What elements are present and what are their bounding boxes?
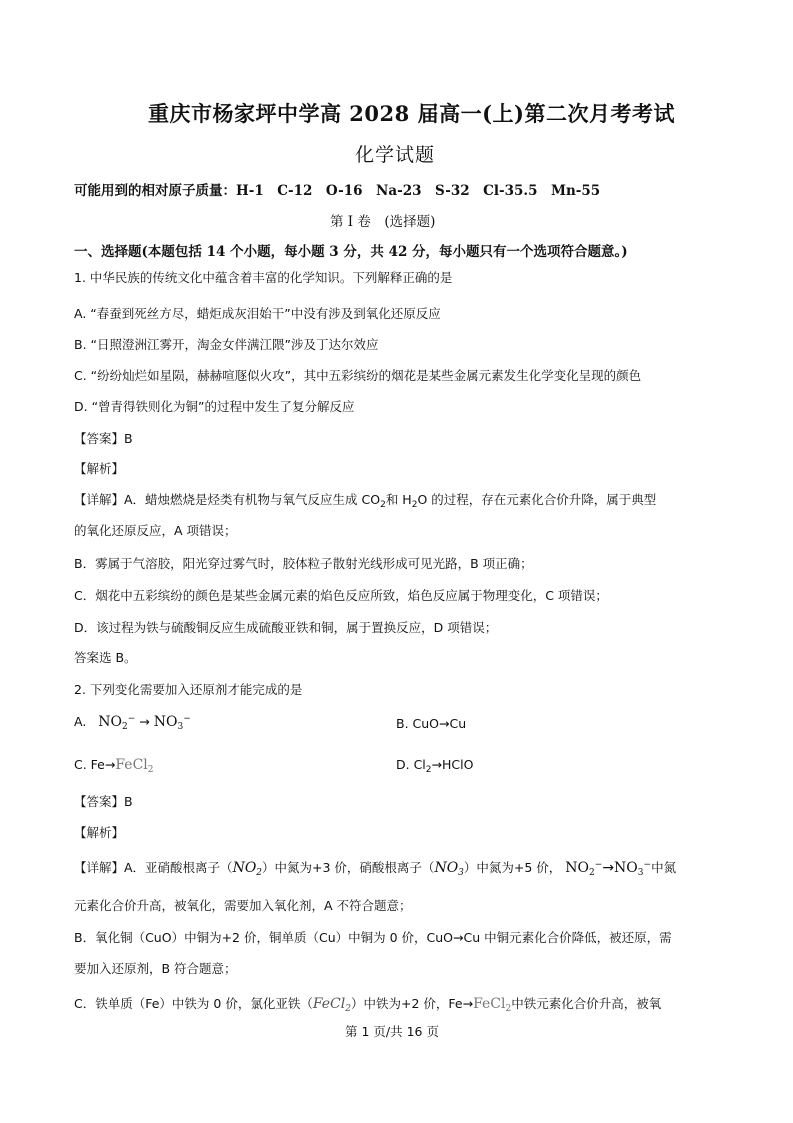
fecl2-formula-inline-2: FeCl$_2$ (473, 996, 512, 1014)
reaction-arrow-icon: → (139, 714, 150, 729)
q1-option-b: B. “日照澄洲江雾开，淘金女伴满江隈”涉及丁达尔效应 (74, 337, 379, 352)
exam-subtitle: 化学试题 (355, 144, 436, 166)
nitrite-formula: $NO_2^-$ (98, 714, 136, 732)
q1-detail-a-line1 (74, 490, 656, 510)
co2-subscript: 2 (380, 500, 386, 510)
h2o-subscript: 2 (411, 500, 418, 510)
page-number: 第 1 页/共 16 页 (345, 1024, 439, 1039)
q2-option-a (74, 714, 191, 732)
q2-detail-a-line1: 【详解】A．亚硝酸根离子$(NO_2)$中氮为+3 价，硝酸根离子$(NO_3)$中氮为+5 价， $NO_2^-\to NO_3^-$中氮 (74, 860, 677, 878)
q2-option-c: C. Fe→FeCl$_2$ (74, 757, 154, 775)
q1-detail-c: C．烟花中五彩缤纷的颜色是某些金属元素的焰色反应所致，焰色反应属于物理变化，C 项错误； (74, 588, 608, 603)
q2-stem: 2. 下列变化需要加入还原剂才能完成的是 (74, 682, 303, 697)
nitrite-formula-inline: $NO_2$ (232, 860, 263, 878)
volume-title: 第 I 卷 (选择题) (330, 214, 436, 230)
q1-detail-b: B．雾属于气溶胶，阳光穿过雾气时，胶体粒子散射光线形成可见光路，B 项正确； (74, 556, 533, 571)
fecl2-formula-inline: FeCl$_2$ (312, 996, 351, 1014)
q1-option-c: C. “纷纷灿烂如星陨，赫赫喧豗似火攻”，其中五彩缤纷的烟花是某些金属元素发生化学变化呈现的颜色 (74, 368, 642, 383)
q1-option-d: D. “曾青得铁则化为铜”的过程中发生了复分解反应 (74, 399, 355, 414)
q2-detail-b-line2: 要加入还原剂，B 符合题意； (74, 961, 237, 976)
q1-conclusion: 答案选 B。 (74, 650, 137, 665)
q1-detail-a-text1: 【详解】A．蜡烛燃烧是烃类有机物与氧气反应生成 CO (74, 492, 381, 507)
q1-detail-a-text2: 和 H (385, 492, 412, 507)
exam-title: 重庆市杨家坪中学高 2028 届高一(上)第二次月考考试 (148, 101, 675, 126)
q1-stem: 1. 中华民族的传统文化中蕴含着丰富的化学知识。下列解释正确的是 (74, 270, 453, 285)
q2-detail-c-line1: C．铁单质（Fe）中铁为 0 价，氯化亚铁（FeCl$_2$）中铁为+2 价，Fe→FeCl$_2$中铁元素化合价升高，被氧 (74, 996, 662, 1014)
q2-option-b: B. CuO→Cu (396, 716, 467, 731)
q2-analysis-label: 【解析】 (74, 825, 125, 840)
nitrate-formula-inline: $NO_3$ (434, 860, 464, 878)
q2-option-d: D. $Cl_2\to HClO$ (396, 757, 474, 775)
atomic-masses: 可能用到的相对原子质量：H-1 C-12 O-16 Na-23 S-32 Cl-35.5 Mn-55 (74, 183, 601, 199)
q1-analysis-label: 【解析】 (74, 461, 125, 476)
q2-detail-b-line1: B．氧化铜（CuO）中铜为+2 价，铜单质（Cu）中铜为 0 价，CuO→Cu 中铜元素化合价降低，被还原，需 (74, 930, 672, 945)
q1-detail-a-line2: 的氧化还原反应，A 项错误； (74, 523, 237, 538)
nitrate-formula: $NO_3^-$ (153, 714, 191, 732)
q1-answer: 【答案】B (74, 431, 133, 446)
fecl2-formula: FeCl$_2$ (115, 757, 154, 775)
q2-detail-a-line2: 元素化合价升高，被氧化，需要加入氧化剂，A 不符合题意； (74, 898, 412, 913)
q1-detail-d: D．该过程为铁与硫酸铜反应生成硫酸亚铁和铜，属于置换反应，D 项错误； (74, 620, 498, 635)
q1-option-a: A. “春蚕到死丝方尽，蜡炬成灰泪始干”中没有涉及到氧化还原反应 (74, 306, 441, 321)
q2-answer: 【答案】B (74, 794, 133, 809)
q1-detail-a-text3: O 的过程，存在元素化合价升降，属于典型 (417, 492, 657, 507)
q2-option-a-label: A. (74, 714, 87, 729)
nitrite-to-nitrate: $NO_2^-\to NO_3^-$ (565, 860, 652, 878)
section-title: 一、选择题(本题包括 14 个小题，每小题 3 分，共 42 分，每小题只有一个选项符合题意。) (74, 244, 628, 260)
